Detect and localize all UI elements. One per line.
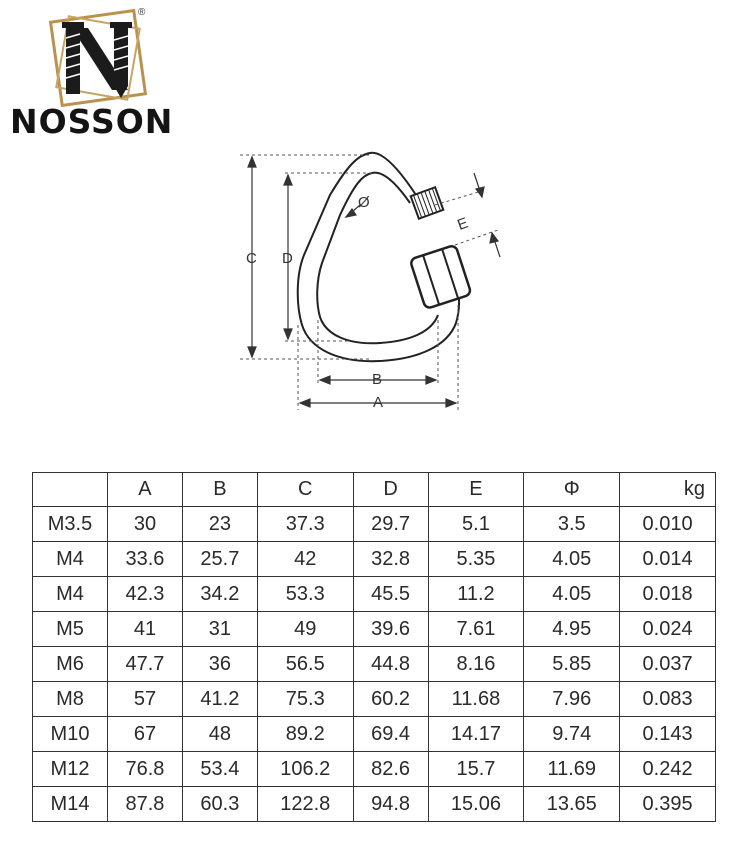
cell-b: 53.4 — [182, 752, 257, 787]
cell-e: 5.35 — [428, 542, 524, 577]
cell-size: M14 — [33, 787, 108, 822]
cell-d: 44.8 — [353, 647, 428, 682]
table-row — [33, 542, 716, 577]
cell-d: 69.4 — [353, 717, 428, 752]
cell-phi: 7.96 — [524, 682, 620, 717]
cell-a: 57 — [108, 682, 183, 717]
cell-c: 106.2 — [257, 752, 353, 787]
registered-mark: ® — [138, 7, 146, 18]
cell-a: 87.8 — [108, 787, 183, 822]
cell-kg: 0.014 — [620, 542, 716, 577]
dimension-label-b: B — [372, 371, 383, 388]
cell-e: 5.1 — [428, 507, 524, 542]
cell-a: 33.6 — [108, 542, 183, 577]
cell-a: 67 — [108, 717, 183, 752]
cell-e: 8.16 — [428, 647, 524, 682]
cell-c: 42 — [257, 542, 353, 577]
cell-d: 32.8 — [353, 542, 428, 577]
header-size — [33, 473, 108, 507]
dimension-label-d: D — [282, 250, 293, 267]
cell-e: 11.68 — [428, 682, 524, 717]
cell-size: M12 — [33, 752, 108, 787]
cell-d: 94.8 — [353, 787, 428, 822]
cell-d: 60.2 — [353, 682, 428, 717]
header-e: E — [428, 473, 524, 507]
cell-b: 41.2 — [182, 682, 257, 717]
cell-d: 82.6 — [353, 752, 428, 787]
header-c: C — [257, 473, 353, 507]
cell-e: 11.2 — [428, 577, 524, 612]
cell-phi: 5.85 — [524, 647, 620, 682]
cell-c: 37.3 — [257, 507, 353, 542]
cell-size: M3.5 — [33, 507, 108, 542]
cell-c: 89.2 — [257, 717, 353, 752]
table-row — [33, 577, 716, 612]
cell-a: 41 — [108, 612, 183, 647]
table-header-row — [33, 473, 716, 507]
cell-e: 15.7 — [428, 752, 524, 787]
table-row — [33, 612, 716, 647]
header-phi: Φ — [524, 473, 620, 507]
cell-a: 76.8 — [108, 752, 183, 787]
cell-phi: 9.74 — [524, 717, 620, 752]
cell-c: 75.3 — [257, 682, 353, 717]
cell-kg: 0.010 — [620, 507, 716, 542]
cell-d: 39.6 — [353, 612, 428, 647]
cell-phi: 3.5 — [524, 507, 620, 542]
cell-kg: 0.395 — [620, 787, 716, 822]
cell-size: M4 — [33, 577, 108, 612]
cell-size: M5 — [33, 612, 108, 647]
cell-c: 53.3 — [257, 577, 353, 612]
dimension-label-e: E — [455, 214, 471, 234]
cell-d: 29.7 — [353, 507, 428, 542]
dimension-label-a: A — [373, 394, 384, 411]
header-d: D — [353, 473, 428, 507]
cell-b: 36 — [182, 647, 257, 682]
cell-size: M4 — [33, 542, 108, 577]
cell-b: 25.7 — [182, 542, 257, 577]
header-a: A — [108, 473, 183, 507]
cell-size: M8 — [33, 682, 108, 717]
cell-c: 49 — [257, 612, 353, 647]
cell-phi: 4.95 — [524, 612, 620, 647]
cell-kg: 0.242 — [620, 752, 716, 787]
table-row — [33, 647, 716, 682]
cell-phi: 13.65 — [524, 787, 620, 822]
header-b: B — [182, 473, 257, 507]
cell-c: 56.5 — [257, 647, 353, 682]
cell-kg: 0.083 — [620, 682, 716, 717]
cell-phi: 4.05 — [524, 577, 620, 612]
cell-phi: 11.69 — [524, 752, 620, 787]
delta-quick-link-diagram-icon — [230, 145, 520, 420]
cell-b: 60.3 — [182, 787, 257, 822]
table-row — [33, 682, 716, 717]
cell-b: 48 — [182, 717, 257, 752]
spec-table — [32, 472, 716, 822]
brand-name: NOSSON — [10, 102, 174, 141]
cell-kg: 0.024 — [620, 612, 716, 647]
cell-a: 47.7 — [108, 647, 183, 682]
cell-size: M10 — [33, 717, 108, 752]
cell-b: 34.2 — [182, 577, 257, 612]
table-row — [33, 752, 716, 787]
cell-c: 122.8 — [257, 787, 353, 822]
header-kg: kg — [620, 473, 716, 507]
cell-d: 45.5 — [353, 577, 428, 612]
cell-kg: 0.018 — [620, 577, 716, 612]
cell-a: 42.3 — [108, 577, 183, 612]
cell-e: 7.61 — [428, 612, 524, 647]
table-row — [33, 507, 716, 542]
table-row — [33, 717, 716, 752]
cell-a: 30 — [108, 507, 183, 542]
cell-kg: 0.037 — [620, 647, 716, 682]
cell-e: 14.17 — [428, 717, 524, 752]
cell-e: 15.06 — [428, 787, 524, 822]
dimension-label-phi: Ø — [358, 194, 370, 211]
cell-b: 23 — [182, 507, 257, 542]
cell-phi: 4.05 — [524, 542, 620, 577]
table-row — [33, 787, 716, 822]
cell-size: M6 — [33, 647, 108, 682]
cell-kg: 0.143 — [620, 717, 716, 752]
cell-b: 31 — [182, 612, 257, 647]
dimension-label-c: C — [246, 250, 257, 267]
